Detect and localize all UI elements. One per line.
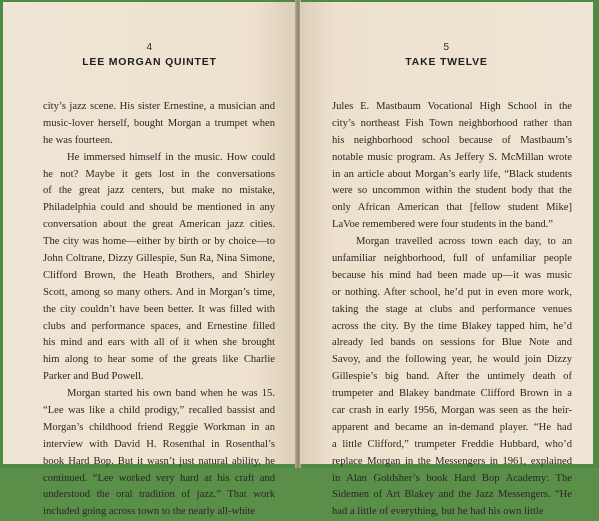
text-line: a little Clifford,” trumpeter Freddie Hubbard, who’d xyxy=(332,438,572,450)
text-line: clubs and performance spaces, and Ernestine filled xyxy=(43,320,275,332)
text-line: trumpeter and Blakey bandmate Clifford Brown in a xyxy=(332,388,572,400)
text-line: included going across town to the nearly all-white xyxy=(43,506,256,518)
text-line: Scott, among so many others. And in Morgan’s time, xyxy=(43,286,275,298)
text-line: Jules E. Mastbaum Vocational High School in the xyxy=(332,101,572,112)
text-line: Sidemen of Art Blakey and the Jazz Messengers. “He xyxy=(332,489,572,501)
text-line: of the great jazz centers, but make no mistake, xyxy=(43,185,275,197)
text-line: Morgan started his own band when he was 15. xyxy=(67,388,275,400)
text-line: he not? Maybe it gets lost in the conversations xyxy=(43,168,275,180)
text-line: were so uncommon within the student body that the xyxy=(332,185,572,197)
text-line: his mind and ears with all of it when she brought xyxy=(43,337,275,349)
text-line: the city couldn’t have been better. It was filled with xyxy=(43,303,275,315)
text-line: Savoy, and the following year, he would join Dizzy xyxy=(332,354,572,366)
text-line: replace Morgan in the Messengers in 1961, explained xyxy=(332,455,572,467)
text-line: interview with David H. Rosenthal in Rosenthal’s xyxy=(43,438,275,450)
text-line: Morgan travelled across town each day, to an xyxy=(356,236,572,248)
text-line: city’s jazz scene. His sister Ernestine, a musician and xyxy=(43,101,275,112)
text-line: Morgan’s childhood friend Reggie Workman in an xyxy=(43,421,275,433)
body-text xyxy=(43,99,275,521)
text-line: only African American that [fellow student Mike] xyxy=(332,202,572,214)
text-line: because his mind had been made up—it was music xyxy=(332,269,572,281)
text-line: taking the stage at clubs and performance venues xyxy=(332,303,572,315)
text-line: conversation about the great American jazz cities. xyxy=(43,219,275,231)
text-line: LaVoe remembered were four students in the band.” xyxy=(332,219,554,231)
text-line: “Lee was like a child prodigy,” recalled bassist and xyxy=(43,405,275,417)
running-head: LEE MORGAN QUINTET xyxy=(82,56,217,68)
text-line: had a little of everything, but he had his own little xyxy=(332,506,544,518)
text-line: book Hard Bop. But it wasn’t just natural ability, he xyxy=(43,455,275,467)
left-page xyxy=(3,2,296,518)
text-line: or nothing. After school, he’d put in even more work, xyxy=(332,286,572,298)
text-line: The city was home—either by birth or by choice—to xyxy=(43,236,275,248)
right-page xyxy=(300,2,593,518)
text-line: already led bands on sessions for Blue Note and xyxy=(332,337,572,349)
text-line: Gillespie’s big band. After the untimely death of xyxy=(332,371,572,383)
text-line: John Coltrane, Dizzy Gillespie, Sun Ra, Nina Simone, xyxy=(43,253,275,265)
text-line: Clifford Brown, the Heath Brothers, and Shirley xyxy=(43,269,275,281)
text-line: in Alan Goldsher’s book Hard Bop Academy: The xyxy=(332,472,572,484)
text-line: notable music program. As Jeffery S. McMillan wrote xyxy=(332,151,572,163)
running-head: TAKE TWELVE xyxy=(405,56,488,68)
text-line: his neighborhood school because of Mastbaum’s xyxy=(332,134,572,146)
text-line: car crash in early 1956, Morgan was seen as the heir- xyxy=(332,405,572,417)
text-line: in an article about Morgan’s early life, “Black students xyxy=(332,168,572,180)
text-line: continued. “Lee worked very hard at his craft and xyxy=(43,472,275,484)
text-line: Philadelphia could and should be mentioned in any xyxy=(43,202,275,214)
text-line: apparent and became an in-demand player. “He had xyxy=(332,421,572,433)
text-line: understood the oral tradition of jazz.” That work xyxy=(43,489,275,501)
text-line: across the city. By the time Blakey tapped him, he’d xyxy=(332,320,572,332)
text-line: music-lover herself, bought Morgan a trumpet when xyxy=(43,117,275,129)
page-number: 4 xyxy=(146,42,153,53)
text-line: He immersed himself in the music. How could xyxy=(67,151,275,163)
text-line: city’s northeast Fish Town neighborhood rather than xyxy=(332,117,572,129)
text-line: unfamiliar neighborhood, full of unfamiliar people xyxy=(332,253,572,265)
text-line: Parker and Bud Powell. xyxy=(43,371,144,383)
text-line: him along to hear some of the greats like Charlie xyxy=(43,354,275,366)
body-text xyxy=(332,99,572,521)
text-line: he was fourteen. xyxy=(43,134,113,146)
page-number: 5 xyxy=(443,42,450,53)
